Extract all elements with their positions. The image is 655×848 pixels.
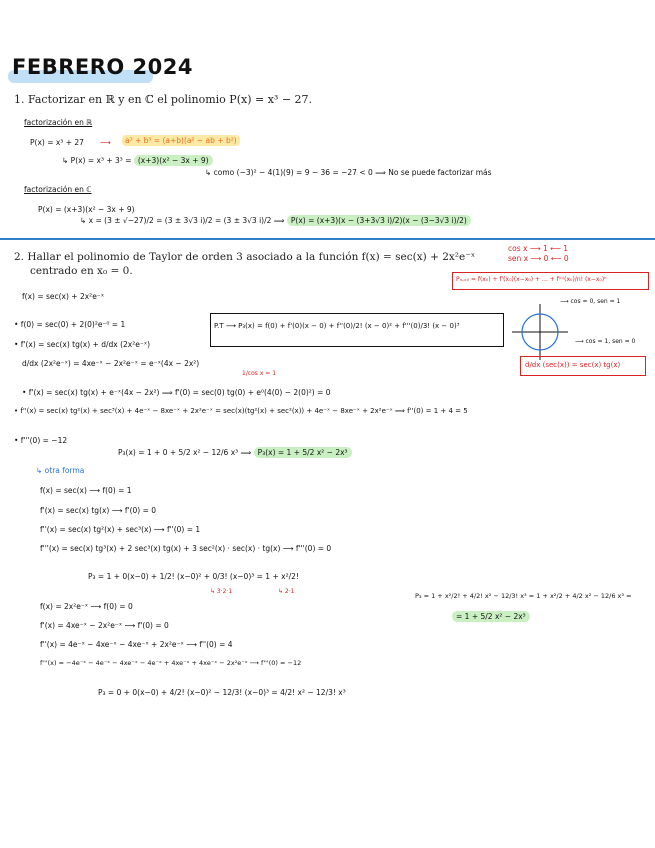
unit-circle-diagram: [510, 302, 570, 362]
p1-identity: [122, 136, 240, 145]
f1-line-a: • f'(x) = sec(x) tg(x) + d/dx (2x²e⁻ˣ): [14, 340, 151, 349]
taylor-p3-box: [210, 313, 504, 347]
side-sen: sen x ⟶ 0 ⟵ 0: [508, 254, 569, 263]
fx-def: f(x) = sec(x) + 2x²e⁻ˣ: [22, 292, 105, 301]
p1-line5: [80, 216, 471, 225]
arrow-icon: ⟶: [100, 138, 111, 147]
p1-line2: [62, 156, 213, 165]
p1-line4: P(x) = (x+3)(x² − 3x + 9): [38, 205, 135, 214]
g1-line: f(x) = sec(x) ⟶ f(0) = 1: [40, 486, 132, 495]
side-cos: cos x ⟶ 1 ⟵ 1: [508, 244, 569, 253]
f2-line: • f''(x) = sec(x) tg²(x) + sec³(x) + 4e⁻ˣ − 8xe⁻ˣ + 2x²e⁻ˣ = sec(x)(tg²(x) + sec²(x)) + 4e⁻ˣ − 8xe⁻ˣ + 2x²e⁻ˣ ⟹ f''(0) = 1 + 4 = 5: [14, 407, 468, 415]
sum-highlight: = 1 + 5/2 x² − 2x³: [452, 611, 530, 622]
p1-line3: ↳ como (−3)² − 4(1)(9) = 9 − 36 = −27 < 0 ⟹ No se puede factorizar más: [205, 168, 492, 177]
subheading-real: factorización en ℝ: [24, 118, 93, 127]
p3-result: [118, 448, 352, 457]
problem2-statement-1: 2. Hallar el polinomio de Taylor de orden 3 asociado a la función f(x) = sec(x) + 2x²e⁻ˣ: [14, 251, 476, 263]
h5-line: P₃ = 0 + 0(x−0) + 4/2! (x−0)² − 12/3! (x−0)³ = 4/2! x² − 12/3! x³: [98, 688, 346, 697]
h2-line: f'(x) = 4xe⁻ˣ − 2x²e⁻ˣ ⟶ f'(0) = 0: [40, 621, 169, 630]
f1-line-b: d/dx (2x²e⁻ˣ) = 4xe⁻ˣ − 2x²e⁻ˣ = e⁻ˣ(4x − 2x²): [22, 359, 200, 368]
g4-line: f'''(x) = sec(x) tg³(x) + 2 sec³(x) tg(x) + 3 sec²(x) · sec(x) · tg(x) ⟶ f'''(0) = 0: [40, 544, 332, 553]
h4-line: f'''(x) = −4e⁻ˣ − 4e⁻ˣ − 4xe⁻ˣ − 4e⁻ˣ + 4xe⁻ˣ + 4xe⁻ˣ − 2x²e⁻ˣ ⟶ f'''(0) = −12: [40, 659, 302, 667]
f0-line: • f(0) = sec(0) + 2(0)²e⁻⁰ = 1: [14, 320, 126, 329]
identity-highlight: a³ + b³ = (a+b)(a² − ab + b²): [122, 135, 240, 146]
otra-forma-label: ↳ otra forma: [36, 466, 85, 475]
g2-line: f'(x) = sec(x) tg(x) ⟶ f'(0) = 0: [40, 506, 157, 515]
sum-line-1: P₃ = 1 + x²/2! + 4/2! x² − 12/3! x³ = 1 + x²/2 + 4/2 x² − 12/6 x³ =: [415, 592, 632, 600]
page-title: FEBRERO 2024: [12, 55, 193, 79]
p3-result-text: P₃(x) = 1 + 0 + 5/2 x² − 12/6 x³ ⟹: [118, 448, 252, 457]
subheading-complex: factorización en ℂ: [24, 185, 92, 194]
h1-line: f(x) = 2x²e⁻ˣ ⟶ f(0) = 0: [40, 602, 133, 611]
g5-note-2: ↳ 2·1: [278, 588, 295, 595]
g5-line: P₃ = 1 + 0(x−0) + 1/2! (x−0)² + 0/3! (x−0)³ = 1 + x²/2!: [88, 572, 299, 581]
f3-line: • f'''(0) = −12: [14, 436, 68, 445]
p1-line5-text: ↳ x = (3 ± √−27)/2 = (3 ± 3√3 i)/2 = (3 ± 3√3 i)/2 ⟹: [80, 216, 285, 225]
p1-line2-text: ↳ P(x) = x³ + 3³ =: [62, 156, 132, 165]
cos-note: 1/cos x = 1: [242, 370, 277, 377]
p1-line5-highlight: P(x) = (x+3)(x − (3+3√3 i)/2)(x − (3−3√3 i)/2): [287, 215, 471, 226]
h3-line: f''(x) = 4e⁻ˣ − 4xe⁻ˣ − 4xe⁻ˣ + 2x²e⁻ˣ ⟶ f''(0) = 4: [40, 640, 233, 649]
g3-line: f''(x) = sec(x) tg²(x) + sec³(x) ⟶ f''(0) = 1: [40, 525, 201, 534]
taylor-p3: P.T ⟶ P₃(x) = f(0) + f'(0)(x − 0) + f''(0)/2! (x − 0)² + f'''(0)/3! (x − 0)³: [214, 322, 460, 330]
p1-line1: P(x) = x³ + 27: [30, 138, 84, 147]
section-divider: [0, 238, 655, 240]
taylor-formula: Pₙ,ₓ₀ = f(x₀) + f'(x₀)(x−x₀) + … + f⁽ⁿ⁾(x₀)/n! (x−x₀)ⁿ: [456, 276, 607, 283]
f1-line-c: • f'(x) = sec(x) tg(x) + e⁻ˣ(4x − 2x²) ⟹ f'(0) = sec(0) tg(0) + e⁰(4(0) − 2(0)²) = 0: [22, 388, 331, 397]
problem2-statement-2: centrado en x₀ = 0.: [30, 265, 133, 277]
sum-line-2: [452, 612, 530, 621]
p1-line2-highlight: (x+3)(x² − 3x + 9): [134, 155, 213, 166]
g5-note-1: ↳ 3·2·1: [210, 588, 233, 595]
problem1-statement: 1. Factorizar en ℝ y en ℂ el polinomio P(x) = x³ − 27.: [14, 93, 313, 106]
derivative-sec: d/dx (sec(x)) = sec(x) tg(x): [525, 361, 621, 369]
p3-result-highlight: P₃(x) = 1 + 5/2 x² − 2x³: [254, 447, 352, 458]
circle-label-right: ⟶ cos = 1, sen = 0: [575, 338, 636, 345]
circle-label-top: ⟶ cos = 0, sen = 1: [560, 298, 621, 305]
